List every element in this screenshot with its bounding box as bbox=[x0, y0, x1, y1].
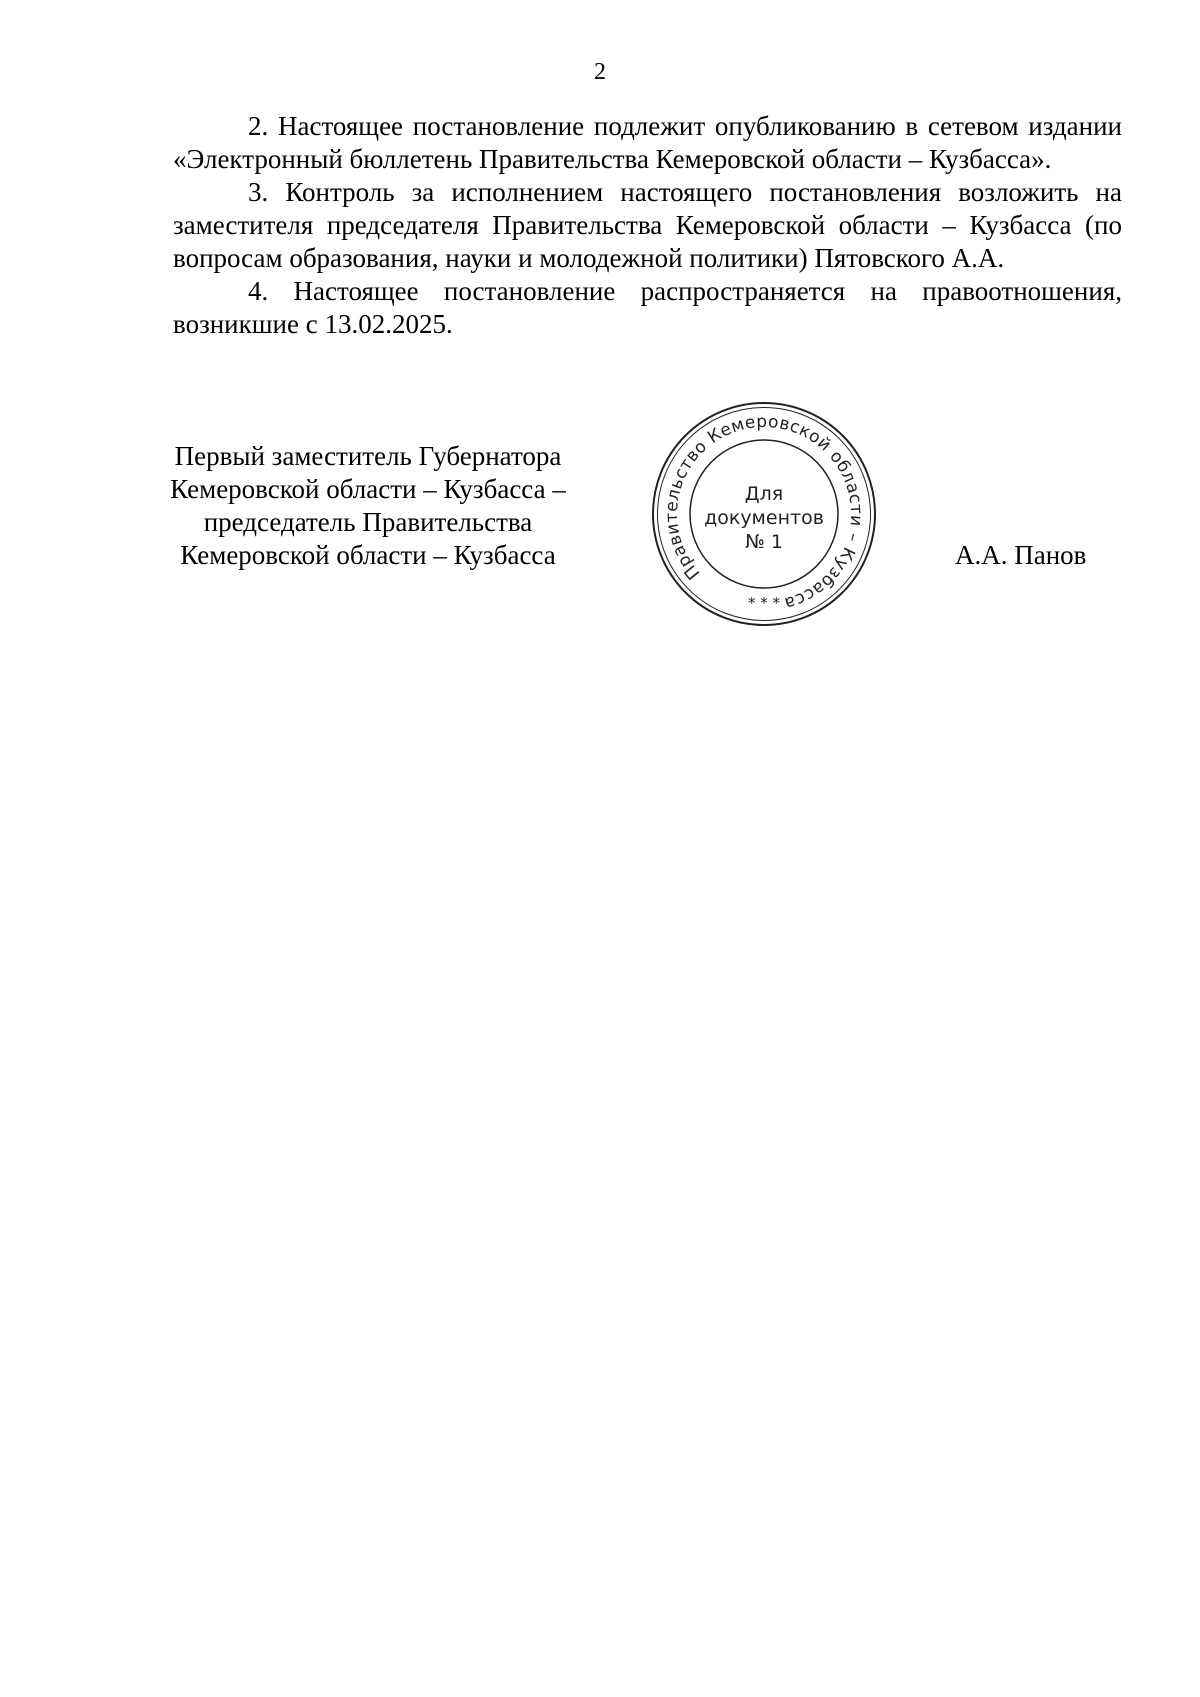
seal-graphic bbox=[650, 400, 878, 628]
signatory-position bbox=[138, 440, 598, 572]
paragraph-4: 4. Настоящее постановление распространяется на правоотношения, возникшие с 13.02.2025. bbox=[173, 276, 1122, 339]
position-line: Первый заместитель Губернатора bbox=[174, 441, 562, 471]
position-line: председатель Правительства bbox=[203, 507, 533, 537]
paragraph-3: 3. Контроль за исполнением настоящего постановления возложить на заместителя председателя Правительства Кемеровской области – Кузбасса (по вопросам образования, науки и молодежной политики) Пятовского А.А. bbox=[173, 177, 1122, 273]
page-number: 2 bbox=[594, 59, 606, 85]
position-line: Кемеровской области – Кузбасса bbox=[180, 540, 556, 570]
signer-name: А.А. Панов bbox=[955, 540, 1087, 570]
seal-center-line: документов bbox=[704, 507, 824, 529]
paragraph-2: 2. Настоящее постановление подлежит опубликованию в сетевом издании «Электронный бюллетень Правительства Кемеровской области – Кузбасса». bbox=[173, 111, 1122, 174]
seal-ring-text: Правительство Кемеровской области – Кузбасса bbox=[661, 411, 867, 614]
official-seal bbox=[650, 400, 878, 628]
seal-center-line: № 1 bbox=[745, 531, 783, 553]
seal-stars: * * * bbox=[747, 594, 781, 612]
position-line: Кемеровской области – Кузбасса – bbox=[170, 474, 566, 504]
document-body bbox=[173, 110, 1122, 341]
seal-center-line: Для bbox=[744, 483, 784, 505]
